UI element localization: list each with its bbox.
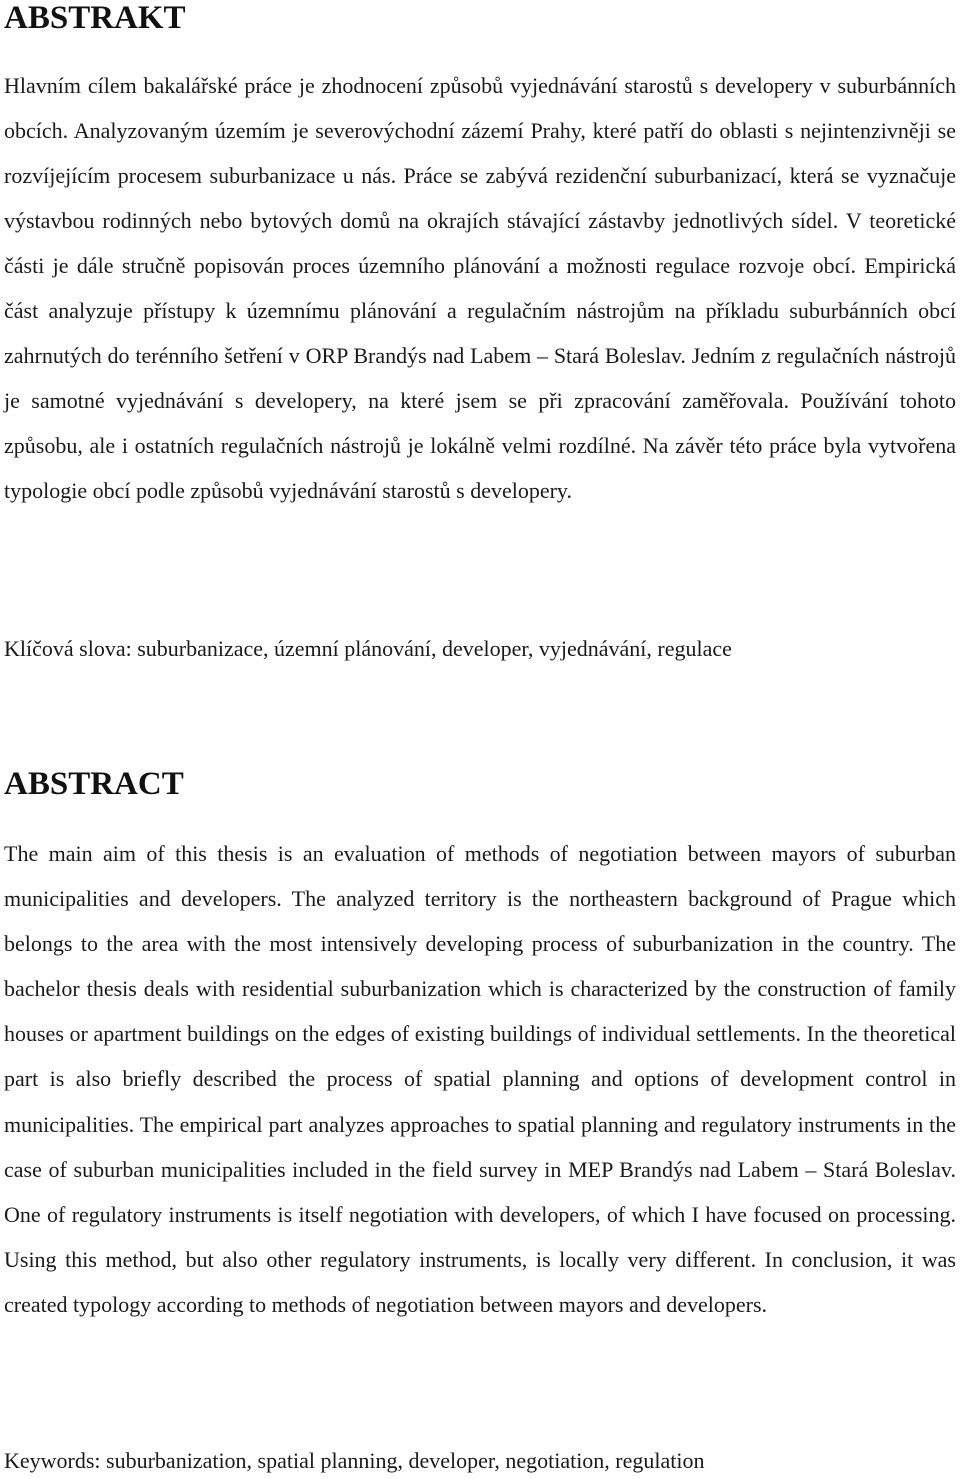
abstrakt-section (4, 63, 956, 513)
abstrakt-heading: ABSTRAKT (4, 0, 186, 36)
abstract-section (4, 831, 956, 1327)
abstract-paragraph: The main aim of this thesis is an evaluation of methods of negotiation between mayors of suburban municipalities and developers. The analyzed territory is the northeastern background of Prague which belongs to the area with the most intensively developing process of suburbanization in the country. The bachelor thesis deals with residential suburbanization which is characterized by the construction of family houses or apartment buildings on the edges of existing buildings of individual settlements. In the theoretical part is also briefly described the process of spatial planning and options of development control in municipalities. The empirical part analyzes approaches to spatial planning and regulatory instruments in the case of suburban municipalities included in the field survey in MEP Brandýs nad Labem – Stará Boleslav. One of regulatory instruments is itself negotiation with developers, of which I have focused on processing. Using this method, but also other regulatory instruments, is locally very different. In conclusion, it was created typology according to methods of negotiation between mayors and developers. (4, 841, 956, 1317)
abstrakt-keywords: Klíčová slova: suburbanizace, územní plánování, developer, vyjednávání, regulace (4, 636, 732, 661)
abstract-keywords: Keywords: suburbanization, spatial planning, developer, negotiation, regulation (4, 1448, 705, 1473)
abstract-heading: ABSTRACT (4, 766, 184, 802)
abstrakt-paragraph: Hlavním cílem bakalářské práce je zhodnocení způsobů vyjednávání starostů s developery v suburbánních obcích. Analyzovaným územím je severovýchodní zázemí Prahy, které patří do oblasti s nejintenzivněji se rozvíjejícím procesem suburbanizace u nás. Práce se zabývá rezidenční suburbanizací, která se vyznačuje výstavbou rodinných nebo bytových domů na okrajích stávající zástavby jednotlivých sídel. V teoretické části je dále stručně popisován proces územního plánování a možnosti regulace rozvoje obcí. Empirická část analyzuje přístupy k územnímu plánování a regulačním nástrojům na příkladu suburbánních obcí zahrnutých do terénního šetření v ORP Brandýs nad Labem – Stará Boleslav. Jedním z regulačních nástrojů je samotné vyjednávání s developery, na které jsem se při zpracování zaměřovala. Používání tohoto způsobu, ale i ostatních regulačních nástrojů je lokálně velmi rozdílné. Na závěr této práce byla vytvořena typologie obcí podle způsobů vyjednávání starostů s developery. (4, 73, 956, 503)
